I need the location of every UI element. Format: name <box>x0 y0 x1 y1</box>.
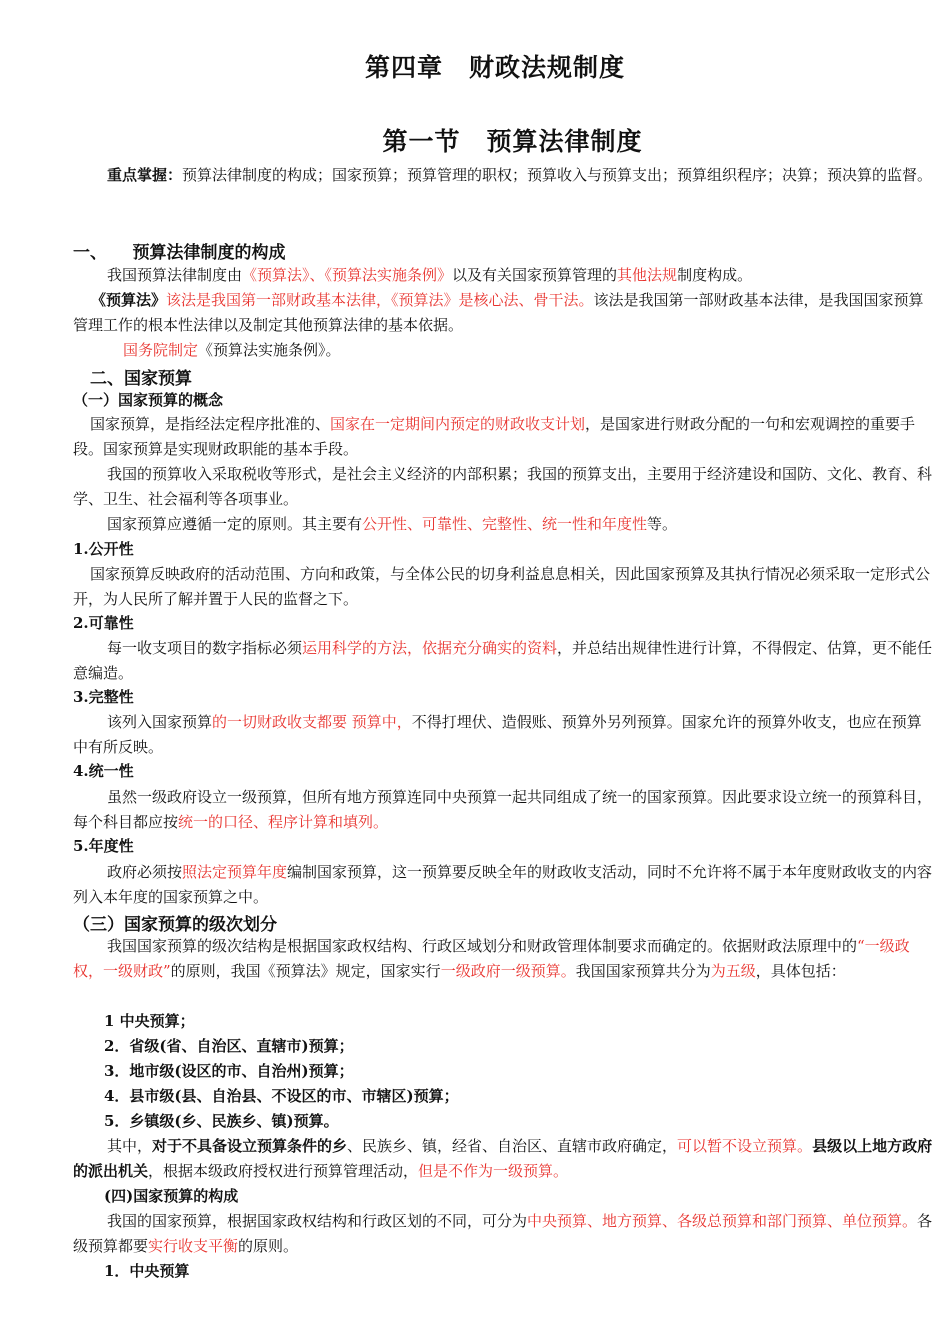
principle-5-text <box>73 860 933 910</box>
text-run: 该列入国家预算 <box>107 713 213 731</box>
text-run: 以及有关国家预算管理的 <box>452 266 618 284</box>
level-item: 2．省级(省、自治区、直辖市)预算； <box>104 1037 354 1055</box>
bold-run: 县级以上地方政府的派出机关 <box>73 1137 933 1180</box>
text-run: 不得打埋伏、造假账、预算外另列预算。国家允许的预算外收支，也应在预算中有所反映。 <box>73 713 922 756</box>
highlight-run: “一级政权，一级财政” <box>73 937 910 980</box>
text-run: 编制国家预算，这一预算要反映全年的财政收支活动，同时不允许将不属于本年度财政收支的内容列入本年度的国家预算之中。 <box>73 863 933 906</box>
highlight-run: 的一切财政收支都要 预算中， <box>212 713 412 731</box>
s2-paragraph-3 <box>73 512 933 537</box>
principle-2-text <box>73 636 933 686</box>
text-run: 的原则。 <box>238 1237 299 1255</box>
s2-paragraph-4 <box>73 934 933 984</box>
highlight-run: 《预算法》、《预算法实施条例》 <box>242 266 453 284</box>
text-run: ，并总结出规律性进行计算，不得假定、估算，更不能任意编造。 <box>73 639 933 682</box>
s1-paragraph-3 <box>73 338 933 363</box>
chapter-title: 第四章 财政法规制度 <box>364 53 625 82</box>
level-item: 3．地市级(设区的市、自治州)预算； <box>104 1062 354 1080</box>
highlight-run: 该法是我国第一部财政基本法律，《预算法》是核心法、骨干法。 <box>166 291 594 309</box>
principle-1-text: 国家预算反映政府的活动范围、方向和政策，与全体公民的切身利益息息相关，因此国家预算及其执行情况必须采取一定形式公开，为人民所了解并置于人民的监督之下。 <box>73 565 931 608</box>
highlight-run: 照法定预算年度 <box>182 863 288 881</box>
highlight-run: 实行收支平衡 <box>148 1237 239 1255</box>
text-run: 我国的国家预算，根据国家政权结构和行政区划的不同，可分为 <box>107 1212 528 1230</box>
highlight-run: 其他法规 <box>617 266 678 284</box>
highlight-run: 国务院制定 <box>123 341 199 359</box>
text-run: 《预算法实施条例》。 <box>198 341 341 359</box>
text-run: 的原则，我国《预算法》规定，国家实行 <box>170 962 441 980</box>
text-run: 政府必须按 <box>107 863 183 881</box>
text-run: 国家预算，是指经法定程序批准的、 <box>90 415 331 433</box>
highlight-run: 国家在一定期间内预定的财政收支计划 <box>330 415 586 433</box>
key-points-label: 重点掌握： <box>107 166 183 184</box>
text-run: ，根据本级政府授权进行预算管理活动， <box>148 1162 419 1180</box>
level-item: 1 中央预算； <box>104 1012 195 1030</box>
highlight-run: 为五级 <box>710 962 756 980</box>
subheading-composition: (四)国家预算的构成 <box>104 1187 239 1205</box>
text-run: 、民族乡、镇，经省、自治区、直辖市政府确定， <box>347 1137 678 1155</box>
s2-paragraph-6 <box>73 1209 933 1259</box>
principle-2-heading: 2.可靠性 <box>73 614 134 632</box>
heading-s1: 一、 预算法律制度的构成 <box>73 243 286 263</box>
highlight-run: 一级政府一级预算。 <box>440 962 576 980</box>
text-run: 其中， <box>107 1137 153 1155</box>
subheading-concept: （一）国家预算的概念 <box>73 391 224 409</box>
text-run: 我国预算法律制度由 <box>107 266 243 284</box>
key-points-text: 预算法律制度的构成；国家预算；预算管理的职权；预算收入与预算支出；预算组织程序；决算；预决算的监督。 <box>182 166 933 184</box>
text-run: 我国国家预算的级次结构是根据国家政权结构、行政区域划分和财政管理体制要求而确定的。依据财政法原理中的 <box>107 937 858 955</box>
highlight-run: 但是不作为一级预算。 <box>418 1162 569 1180</box>
text-run: ，是国家进行财政分配的一句和宏观调控的重要手段。国家预算是实现财政职能的基本手段。 <box>73 415 916 458</box>
s2-paragraph-1 <box>73 412 933 462</box>
highlight-run: 可以暂不设立预算。 <box>677 1137 813 1155</box>
text-run: 等。 <box>647 515 678 533</box>
s1-paragraph-2 <box>73 288 933 338</box>
text-run: 每一收支项目的数字指标必须 <box>107 639 303 657</box>
text-run: ，具体包括： <box>755 962 846 980</box>
section-title: 第一节 预算法律制度 <box>382 127 643 156</box>
s1-paragraph-1 <box>73 263 933 288</box>
text-run: 各级预算都要 <box>73 1212 933 1255</box>
text-run: 制度构成。 <box>677 266 753 284</box>
principle-1-heading: 1.公开性 <box>73 540 134 558</box>
text-run: 虽然一级政府设立一级预算，但所有地方预算连同中央预算一起共同组成了统一的国家预算。因此要求设立统一的预算科目，每个科目都应按 <box>73 788 933 831</box>
text-run: 我国国家预算共分为 <box>575 962 711 980</box>
level-item: 4．县市级(县、自治县、不设区的市、市辖区)预算； <box>104 1087 459 1105</box>
principle-5-heading: 5.年度性 <box>73 837 134 855</box>
heading-s2: 二、国家预算 <box>90 369 192 389</box>
text-run: 国家预算应遵循一定的原则。其主要有 <box>107 515 363 533</box>
principle-4-text <box>73 785 933 835</box>
highlight-run: 公开性、可靠性、完整性、统一性和年度性 <box>362 515 648 533</box>
s2-paragraph-2: 我国的预算收入采取税收等形式，是社会主义经济的内部积累；我国的预算支出，主要用于经济建设和国防、文化、教育、科学、卫生、社会福利等各项事业。 <box>73 465 933 508</box>
subheading-levels: （三）国家预算的级次划分 <box>73 915 277 935</box>
principle-4-heading: 4.统一性 <box>73 762 134 780</box>
central-budget-item: 1．中央预算 <box>104 1262 190 1280</box>
key-points <box>73 163 933 188</box>
text-run: 该法是我国第一部财政基本法律，是我国国家预算管理工作的根本性法律以及制定其他预算法律的基本依据。 <box>73 291 924 334</box>
bold-run: 《预算法》 <box>91 291 167 309</box>
highlight-run: 中央预算、地方预算、各级总预算和部门预算、单位预算。 <box>527 1212 918 1230</box>
bold-run: 对于不具备设立预算条件的乡 <box>152 1137 348 1155</box>
level-item: 5．乡镇级(乡、民族乡、镇)预算。 <box>104 1112 339 1130</box>
principle-3-heading: 3.完整性 <box>73 688 134 706</box>
s2-paragraph-5 <box>73 1134 933 1184</box>
highlight-run: 统一的口径、程序计算和填列。 <box>178 813 389 831</box>
highlight-run: 运用科学的方法，依据充分确实的资料 <box>302 639 558 657</box>
principle-3-text <box>73 710 933 760</box>
